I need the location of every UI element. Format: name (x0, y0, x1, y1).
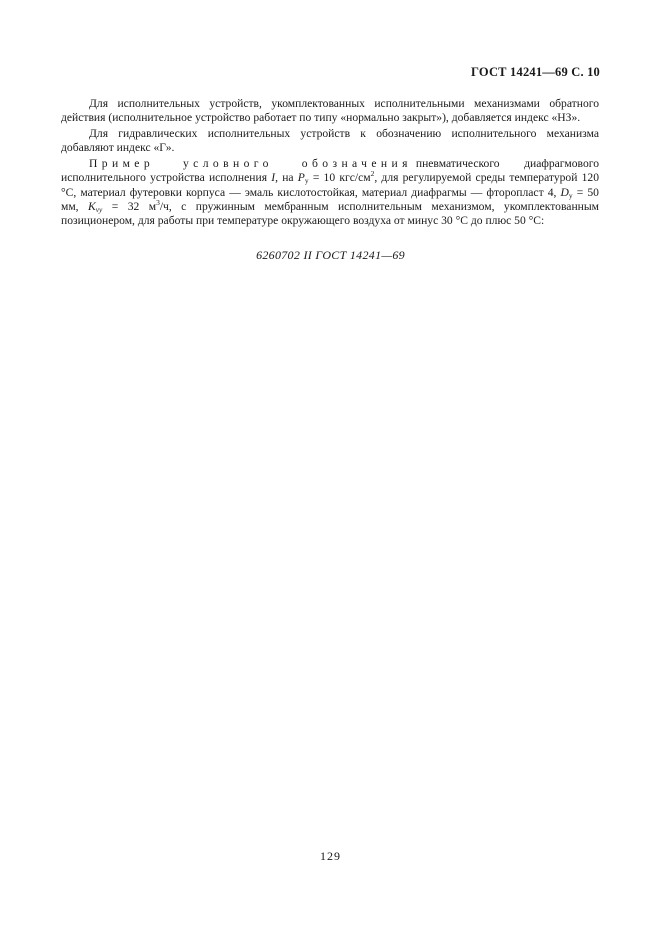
execution-variable: I (271, 171, 276, 185)
m3-superscript: 3 (156, 197, 160, 207)
example-text-4: , для регулируемой среды температурой 120 °С, материал футеровки корпуса — эмаль кислотостойкая, материал диафрагмы — фторопласт 4, (61, 171, 600, 199)
paragraph-reverse-action: Для исполнительных устройств, укомплектованных исполнительными механизмами обратного действия (исполнительное устройство работает по типу «нормально закрыт»), добавляется индекс «НЗ». (61, 97, 599, 125)
pressure-subscript: у (304, 176, 309, 186)
example-text-1: пневматического диафрагмового исполнительного устройства исполнения (61, 157, 600, 185)
page-number: 129 (320, 849, 341, 863)
example-text-2: , на (275, 171, 294, 185)
example-text-6: = 32 м (111, 199, 157, 213)
flow-coefficient-subscript: vy (95, 204, 103, 214)
diameter-subscript: у (568, 190, 573, 200)
example-label: Пример условного обозначения (89, 157, 412, 171)
designation-example: 6260702 II ГОСТ 14241—69 (256, 248, 405, 262)
page-header: ГОСТ 14241—69 С. 10 (471, 65, 600, 79)
cm-superscript: 2 (370, 169, 375, 179)
example-text-5: = 50 мм, (61, 185, 599, 213)
pressure-variable: P (297, 171, 305, 185)
example-text-3: = 10 кгс/см (312, 171, 371, 185)
flow-coefficient-variable: K (87, 199, 96, 213)
diameter-variable: D (560, 185, 569, 199)
example-text-7: /ч, с пружинным мембранным исполнительным механизмом, укомплектованным позиционером, для работы при температуре окружающего воздуха от минус 30 °С до плюс 50 °С: (61, 199, 599, 227)
paragraph-example (61, 157, 599, 227)
body-text (61, 97, 599, 230)
paragraph-hydraulic: Для гидравлических исполнительных устройств к обозначению исполнительного механизма добавляют индекс «Г». (61, 127, 599, 155)
